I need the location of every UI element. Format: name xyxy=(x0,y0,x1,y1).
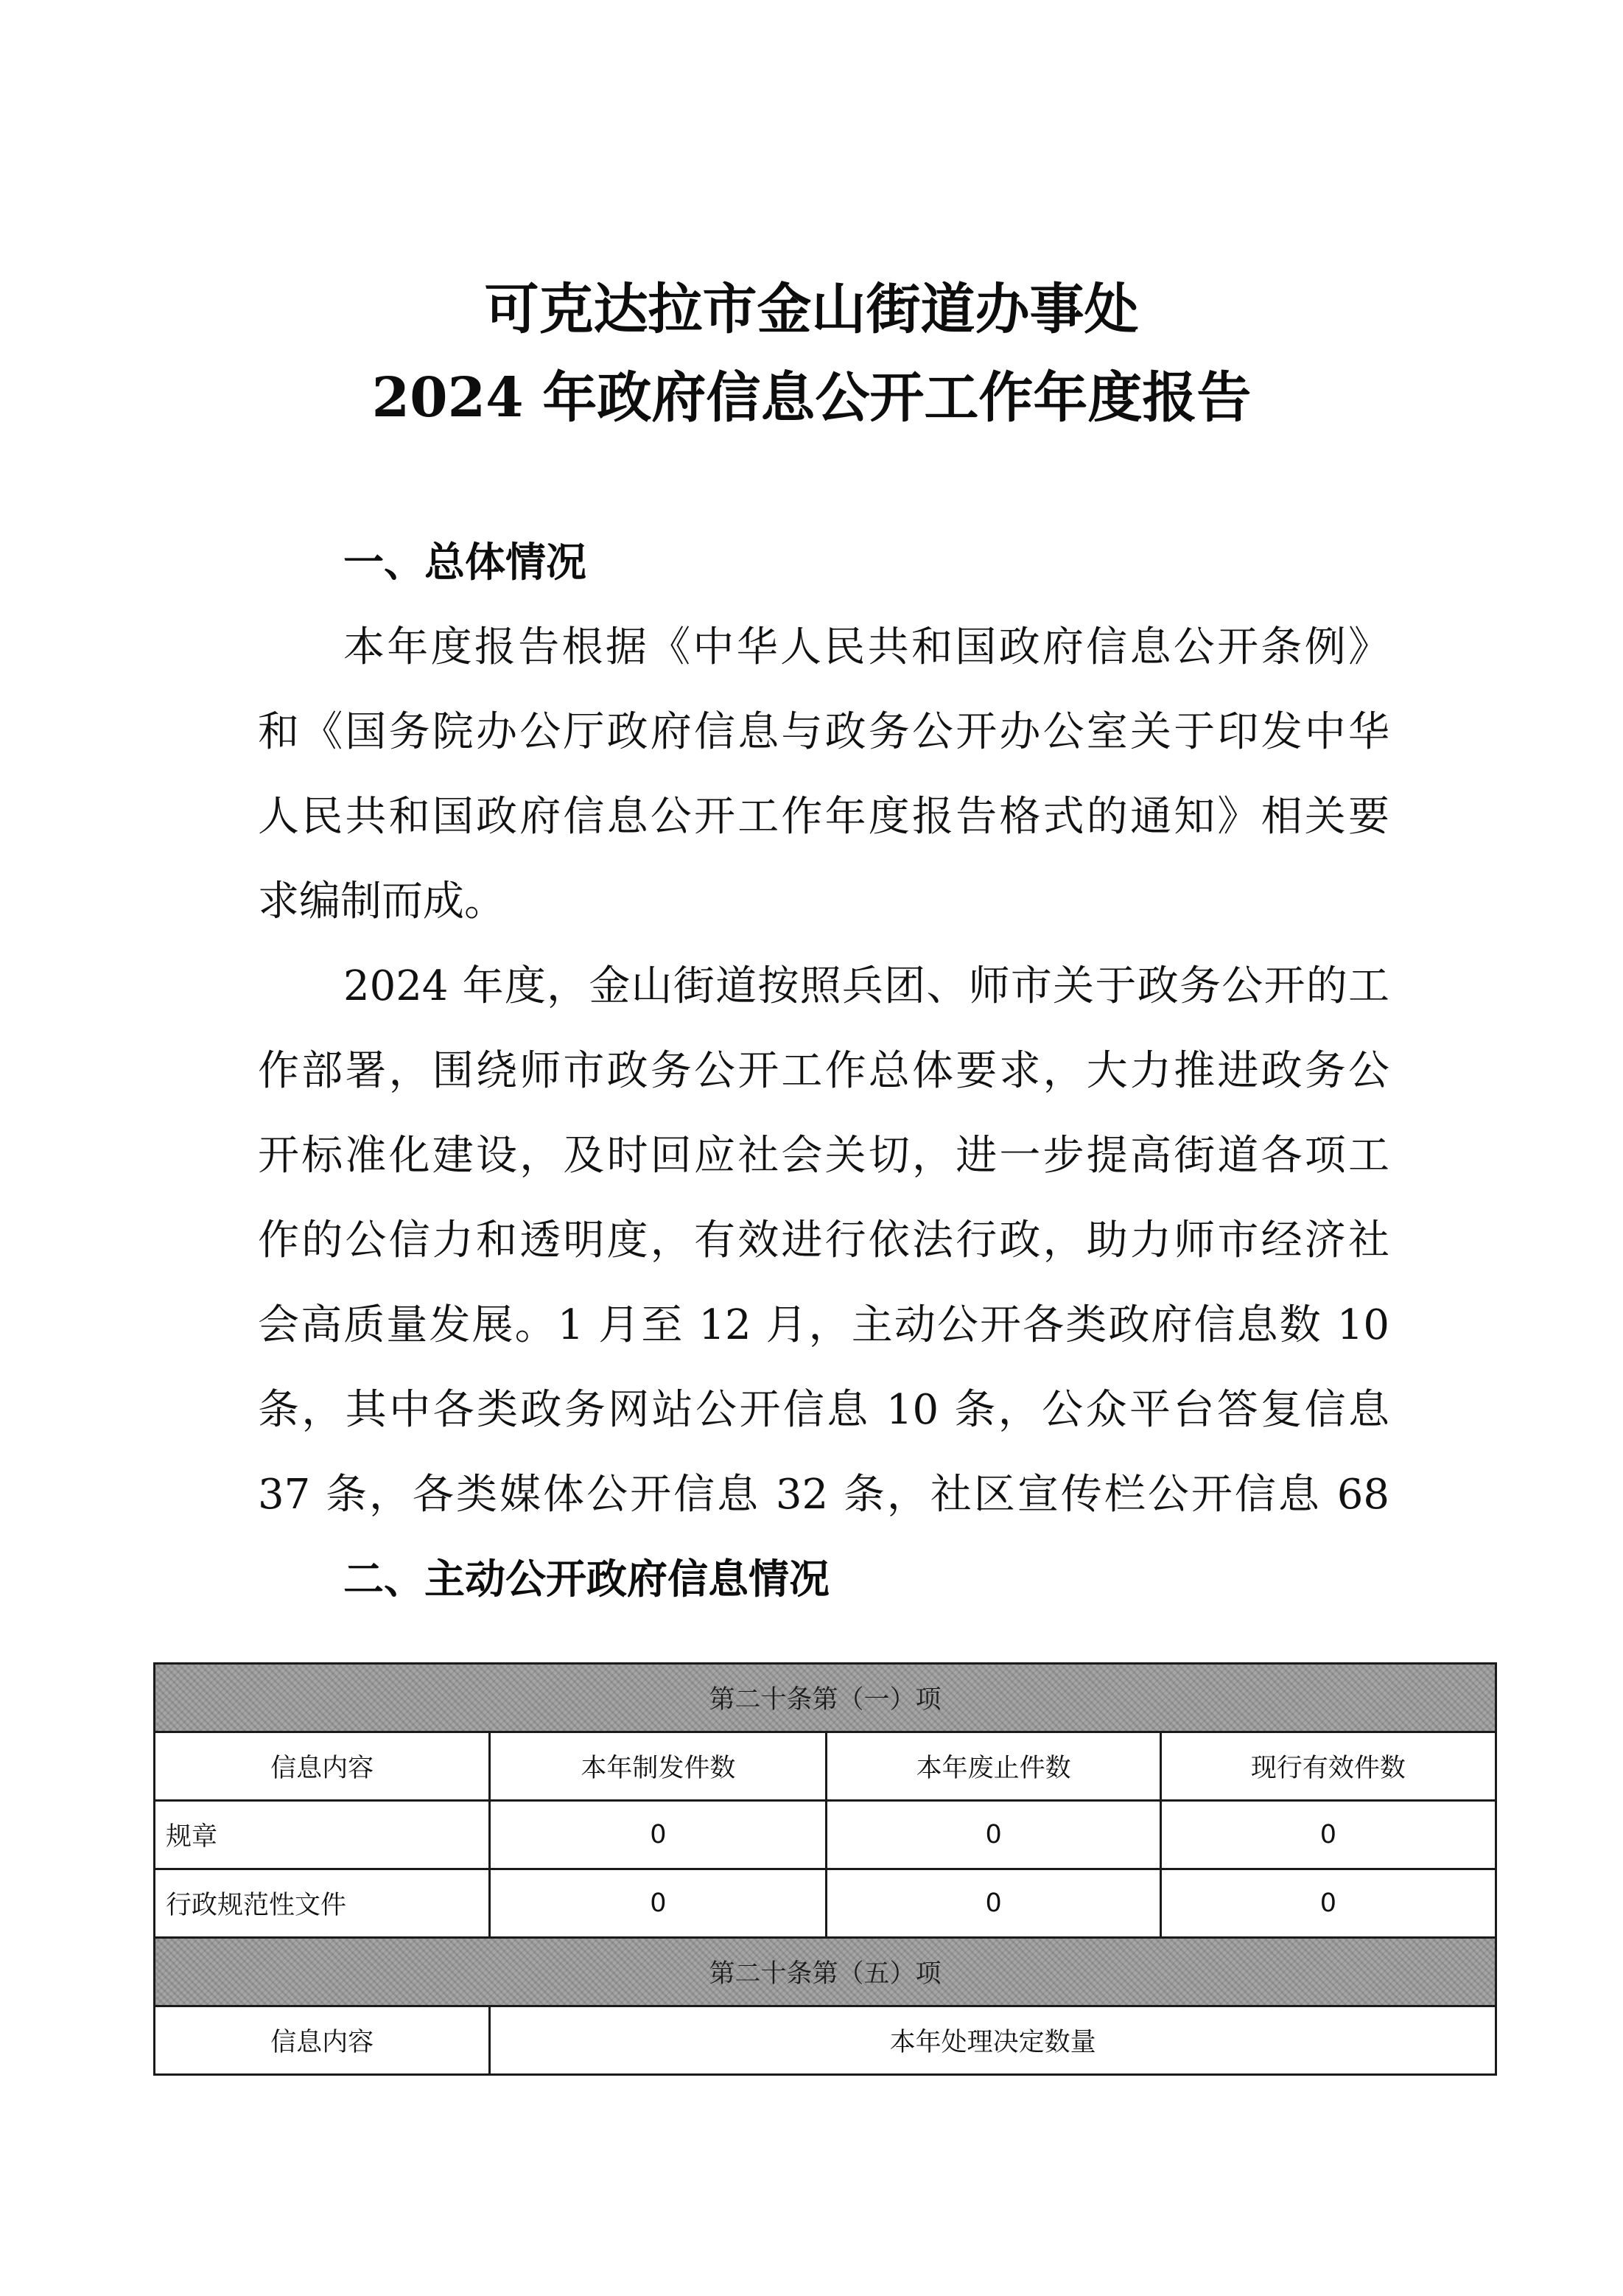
table-cell: 0 xyxy=(827,1801,1160,1869)
paragraph-line: 本年度报告根据《中华人民共和国政府信息公开条例》 xyxy=(343,623,1389,671)
table-cell: 0 xyxy=(1160,1869,1496,1938)
table-cell: 0 xyxy=(490,1869,827,1938)
table-caption-article-20-item-5: 第二十条第（五）项 xyxy=(155,1938,1496,2006)
disclosure-table xyxy=(153,1662,1497,2076)
paragraph-line: 求编制而成。 xyxy=(258,878,505,925)
table-caption-article-20-item-1: 第二十条第（一）项 xyxy=(155,1664,1496,1732)
paragraph-line: 人民共和国政府信息公开工作年度报告格式的通知》相关要 xyxy=(258,793,1389,841)
table-cell: 0 xyxy=(1160,1801,1496,1869)
paragraph-line: 2024 年度，金山街道按照兵团、师市关于政务公开的工 xyxy=(343,962,1389,1010)
column-header: 本年废止件数 xyxy=(827,1732,1160,1801)
table-header-row xyxy=(155,1732,1496,1801)
column-header: 本年处理决定数量 xyxy=(490,2006,1496,2075)
paragraph-line: 会高质量发展。1 月至 12 月，主动公开各类政府信息数 10 xyxy=(258,1301,1389,1349)
paragraph-line: 作的公信力和透明度，有效进行依法行政，助力师市经济社 xyxy=(258,1217,1389,1264)
column-header: 信息内容 xyxy=(155,2006,490,2075)
paragraph-line: 条，其中各类政务网站公开信息 10 条，公众平台答复信息 xyxy=(258,1386,1389,1434)
column-header: 信息内容 xyxy=(155,1732,490,1801)
table-cell: 0 xyxy=(490,1801,827,1869)
table-caption-row xyxy=(155,1664,1496,1732)
table-row xyxy=(155,1869,1496,1938)
section-heading-overview: 一、总体情况 xyxy=(343,539,587,586)
column-header: 现行有效件数 xyxy=(1160,1732,1496,1801)
table-header-row xyxy=(155,2006,1496,2075)
report-body xyxy=(258,520,1389,1622)
section-heading-active-disclosure: 二、主动公开政府信息情况 xyxy=(343,1555,830,1603)
paragraph-line: 作部署，围绕师市政务公开工作总体要求，大力推进政务公 xyxy=(258,1047,1389,1095)
table-cell: 0 xyxy=(827,1869,1160,1938)
table-caption-row xyxy=(155,1938,1496,2006)
paragraph-line: 开标准化建设，及时回应社会关切，进一步提高街道各项工 xyxy=(258,1132,1389,1180)
document-title-line-1: 可克达拉市金山街道办事处 xyxy=(484,278,1139,341)
document-title-line-2: 2024 年政府信息公开工作年度报告 xyxy=(371,366,1252,430)
paragraph-line: 和《国务院办公厅政府信息与政务公开办公室关于印发中华 xyxy=(258,708,1389,756)
column-header: 本年制发件数 xyxy=(490,1732,827,1801)
table-row xyxy=(155,1801,1496,1869)
table-cell: 行政规范性文件 xyxy=(155,1869,490,1938)
paragraph-line: 37 条，各类媒体公开信息 32 条，社区宣传栏公开信息 68 xyxy=(258,1471,1389,1519)
table-cell: 规章 xyxy=(155,1801,490,1869)
